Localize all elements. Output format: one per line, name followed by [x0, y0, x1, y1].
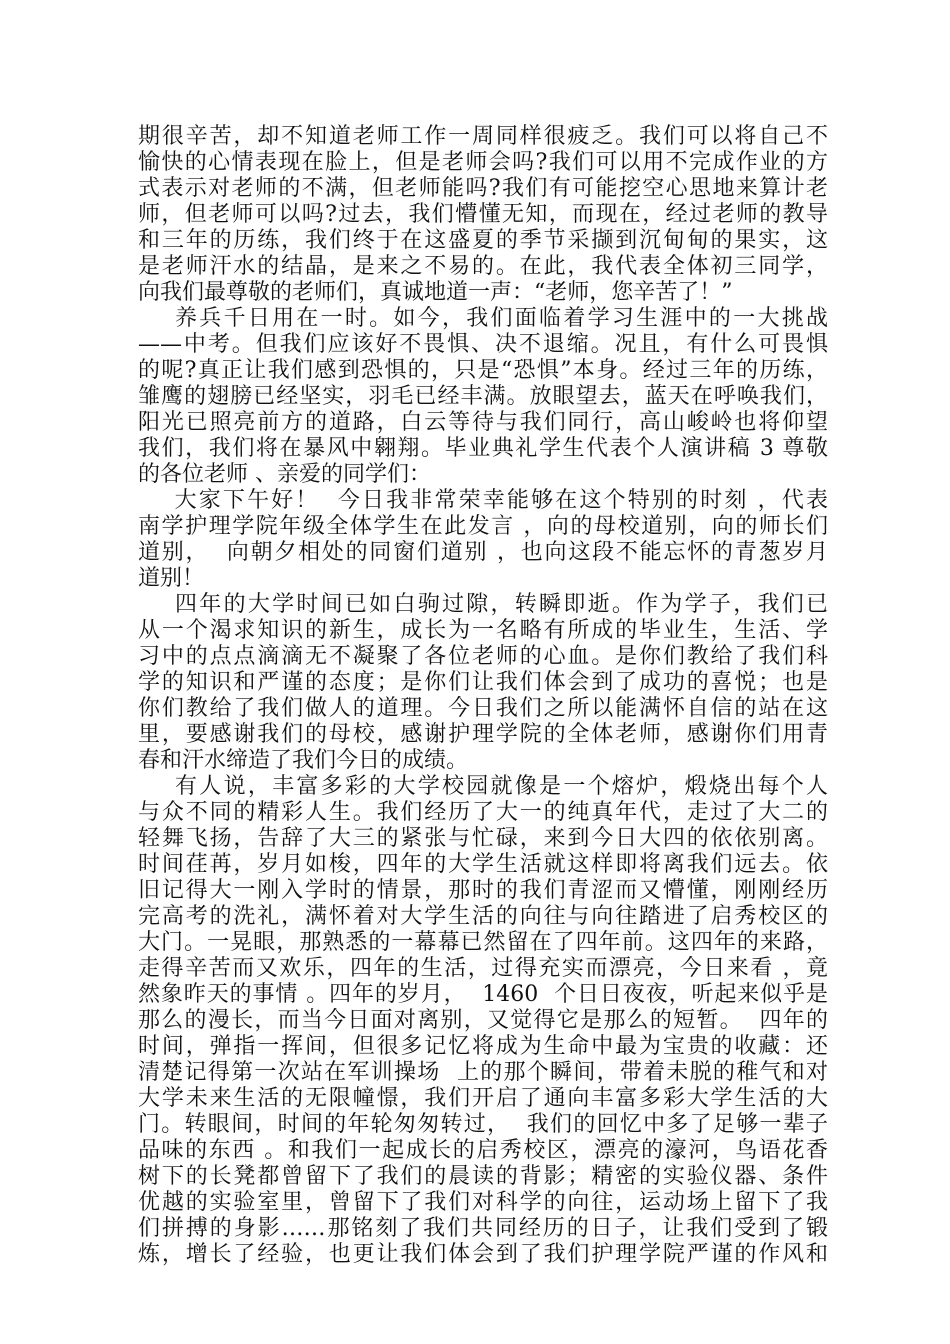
text-line: 大学未来生活的无限幢憬，我们开启了通向丰富多彩大学生活的大 — [138, 1086, 828, 1111]
text-line: 清楚记得第一次站在军训操场 上的那个瞬间，带着未脱的稚气和对 — [138, 1060, 828, 1085]
text-line: 时间，弹指一挥间，但很多记忆将成为生命中最为宝贵的收藏：还 — [138, 1034, 828, 1059]
document-body — [138, 124, 828, 1268]
text-line: 阳光已照亮前方的道路，白云等待与我们同行，高山峻岭也将仰望 — [138, 410, 828, 435]
text-line: 旧记得大一刚入学时的情景，那时的我们青涩而又懵懂，刚刚经历 — [138, 878, 828, 903]
text-line: 那么的漫长，而当今日面对离别，又觉得它是那么的短暂。 四年的 — [138, 1008, 828, 1033]
text-line: 品味的东西 。和我们一起成长的启秀校区，漂亮的濠河，鸟语花香 — [138, 1138, 828, 1163]
text-line: 我们，我们将在暴风中翱翔。毕业典礼学生代表个人演讲稿 3 尊敬 — [138, 436, 828, 461]
text-line: 雏鹰的翅膀已经坚实，羽毛已经丰满。放眼望去，蓝天在呼唤我们， — [138, 384, 828, 409]
text-line: 门。转眼间，时间的年轮匆匆转过， 我们的回忆中多了足够一辈子 — [138, 1112, 828, 1137]
text-line: 春和汗水缔造了我们今日的成绩。 — [138, 748, 469, 773]
text-line: 有人说，丰富多彩的大学校园就像是一个熔炉，煅烧出每个人 — [138, 774, 828, 799]
text-line: 完高考的洗礼，满怀着对大学生活的向往与向往踏进了启秀校区的 — [138, 904, 828, 929]
text-line: 南学护理学院年级全体学生在此发言 ，向的母校道别，向的师长们 — [138, 514, 828, 539]
text-line: 树下的长凳都曾留下了我们的晨读的背影；精密的实验仪器、条件 — [138, 1164, 828, 1189]
text-line: 轻舞飞扬，告辞了大三的紧张与忙碌，来到今日大四的依依别离。 — [138, 826, 828, 851]
text-line: 走得辛苦而又欢乐，四年的生活，过得充实而漂亮，今日来看 ，竟 — [138, 956, 828, 981]
text-line: 道别， 向朝夕相处的同窗们道别 ，也向这段不能忘怀的青葱岁月 — [138, 540, 828, 565]
text-line: ——中考。但我们应该好不畏惧、决不退缩。况且，有什么可畏惧 — [138, 332, 828, 357]
text-line: 然象昨天的事情 。四年的岁月， 1460 个日日夜夜，听起来似乎是 — [138, 982, 828, 1007]
text-line: 炼，增长了经验，也更让我们体会到了我们护理学院严谨的作风和 — [138, 1242, 828, 1267]
text-line: 四年的大学时间已如白驹过隙，转瞬即逝。作为学子，我们已 — [138, 592, 828, 617]
text-line: 向我们最尊敬的老师们，真诚地道一声：“老师，您辛苦了！” — [138, 280, 733, 305]
text-line: 的呢?真正让我们感到恐惧的，只是“恐惧”本身。经过三年的历练， — [138, 358, 828, 383]
text-line: 师，但老师可以吗?过去，我们懵懂无知，而现在，经过老师的教导 — [138, 202, 828, 227]
text-line: 里，要感谢我们的母校，感谢护理学院的全体老师，感谢你们用青 — [138, 722, 828, 747]
text-line: 是老师汗水的结晶，是来之不易的。在此，我代表全体初三同学， — [138, 254, 828, 279]
text-line: 优越的实验室里，曾留下了我们对科学的向往，运动场上留下了我 — [138, 1190, 828, 1215]
text-line: 道别！ — [138, 566, 205, 591]
text-line: 大家下午好！ 今日我非常荣幸能够在这个特别的时刻 ，代表 — [138, 488, 828, 513]
text-line: 学的知识和严谨的态度；是你们让我们体会到了成功的喜悦；也是 — [138, 670, 828, 695]
text-line: 习中的点点滴滴无不凝聚了各位老师的心血。是你们教给了我们科 — [138, 644, 828, 669]
text-line: 的各位老师 、亲爱的同学们： — [138, 462, 431, 487]
text-line: 时间荏苒，岁月如梭，四年的大学生活就这样即将离我们远去。依 — [138, 852, 828, 877]
text-line: 养兵千日用在一时。如今，我们面临着学习生涯中的一大挑战 — [138, 306, 828, 331]
text-line: 愉快的心情表现在脸上，但是老师会吗?我们可以用不完成作业的方 — [138, 150, 828, 175]
text-line: 从一个渴求知识的新生，成长为一名略有所成的毕业生，生活、学 — [138, 618, 828, 643]
text-line: 你们教给了我们做人的道理。今日我们之所以能满怀自信的站在这 — [138, 696, 828, 721]
text-line: 大门。一晃眼，那熟悉的一幕幕已然留在了四年前。这四年的来路， — [138, 930, 828, 955]
text-line: 和三年的历练，我们终于在这盛夏的季节采撷到沉甸甸的果实，这 — [138, 228, 828, 253]
text-line: 式表示对老师的不满，但老师能吗?我们有可能挖空心思地来算计老 — [138, 176, 828, 201]
text-line: 们拼搏的身影……那铭刻了我们共同经历的日子，让我们受到了锻 — [138, 1216, 828, 1241]
text-line: 期很辛苦，却不知道老师工作一周同样很疲乏。我们可以将自己不 — [138, 124, 828, 149]
text-line: 与众不同的精彩人生。我们经历了大一的纯真年代，走过了大二的 — [138, 800, 828, 825]
